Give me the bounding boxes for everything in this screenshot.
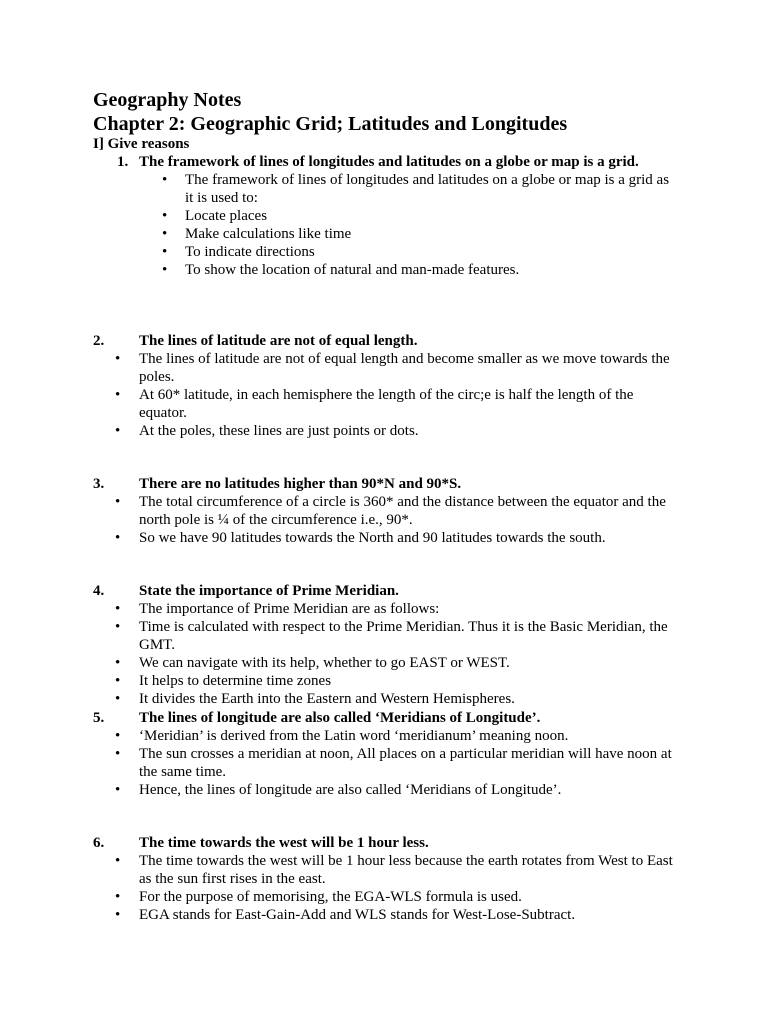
question-1 <box>117 153 677 279</box>
bullet-list <box>93 727 683 799</box>
question-heading <box>93 709 683 727</box>
chapter-title: Chapter 2: Geographic Grid; Latitudes and Longitudes <box>93 113 568 135</box>
bullet-list <box>93 600 683 708</box>
bullet-item: • It divides the Earth into the Eastern and Western Hemispheres. <box>93 690 683 708</box>
question-heading <box>93 834 683 852</box>
bullet-list <box>93 350 683 440</box>
bullet-item: • The framework of lines of longitudes and latitudes on a globe or map is a grid as it is used to: <box>162 171 677 207</box>
question-heading-text: The time towards the west will be 1 hour less. <box>139 835 429 851</box>
document-title: Geography Notes <box>93 89 242 111</box>
question-2 <box>93 332 683 440</box>
bullet-list <box>93 852 683 924</box>
question-number: 1. <box>117 154 129 170</box>
bullet-item: • Make calculations like time <box>162 225 677 243</box>
bullet-list <box>162 171 677 279</box>
bullet-item: • The lines of latitude are not of equal length and become smaller as we move towards the poles. <box>93 350 683 386</box>
question-number: 2. <box>93 333 105 349</box>
question-heading: The framework of lines of longitudes and latitudes on a globe or map is a grid. <box>139 154 639 170</box>
bullet-item: • The sun crosses a meridian at noon, All places on a particular meridian will have noon at the same time. <box>93 745 683 781</box>
question-heading <box>93 332 683 350</box>
question-heading-text: The lines of longitude are also called ‘Meridians of Longitude’. <box>139 710 541 726</box>
bullet-item: • The importance of Prime Meridian are as follows: <box>93 600 683 618</box>
bullet-item: • To indicate directions <box>162 243 677 261</box>
question-heading <box>93 582 683 600</box>
bullet-item: • So we have 90 latitudes towards the North and 90 latitudes towards the south. <box>93 529 683 547</box>
bullet-item: • For the purpose of memorising, the EGA-WLS formula is used. <box>93 888 683 906</box>
question-heading-text: State the importance of Prime Meridian. <box>139 583 399 599</box>
bullet-item: • At the poles, these lines are just points or dots. <box>93 422 683 440</box>
question-heading-text: The lines of latitude are not of equal length. <box>139 333 418 349</box>
bullet-item: • Time is calculated with respect to the Prime Meridian. Thus it is the Basic Meridian, the GMT. <box>93 618 683 654</box>
question-heading <box>93 475 683 493</box>
bullet-item: • The time towards the west will be 1 hour less because the earth rotates from West to East as the sun first rises in the east. <box>93 852 683 888</box>
bullet-list <box>93 493 683 547</box>
question-6 <box>93 834 683 924</box>
question-5 <box>93 709 683 799</box>
question-number: 3. <box>93 476 105 492</box>
bullet-item: • Hence, the lines of longitude are also called ‘Meridians of Longitude’. <box>93 781 683 799</box>
bullet-item: • At 60* latitude, in each hemisphere the length of the circ;e is half the length of the equator. <box>93 386 683 422</box>
question-3 <box>93 475 683 547</box>
question-4 <box>93 582 683 708</box>
bullet-item: • ‘Meridian’ is derived from the Latin word ‘meridianum’ meaning noon. <box>93 727 683 745</box>
question-number: 6. <box>93 835 105 851</box>
bullet-item: • EGA stands for East-Gain-Add and WLS stands for West-Lose-Subtract. <box>93 906 683 924</box>
question-heading-text: There are no latitudes higher than 90*N and 90*S. <box>139 476 462 492</box>
bullet-item: • We can navigate with its help, whether to go EAST or WEST. <box>93 654 683 672</box>
section-heading: I] Give reasons <box>93 136 190 152</box>
question-number: 4. <box>93 583 105 599</box>
bullet-item: • The total circumference of a circle is 360* and the distance between the equator and the north pole is ¼ of the circumference i.e., 90*. <box>93 493 683 529</box>
bullet-item: • It helps to determine time zones <box>93 672 683 690</box>
bullet-item: • Locate places <box>162 207 677 225</box>
question-number: 5. <box>93 710 105 726</box>
bullet-item: • To show the location of natural and man-made features. <box>162 261 677 279</box>
